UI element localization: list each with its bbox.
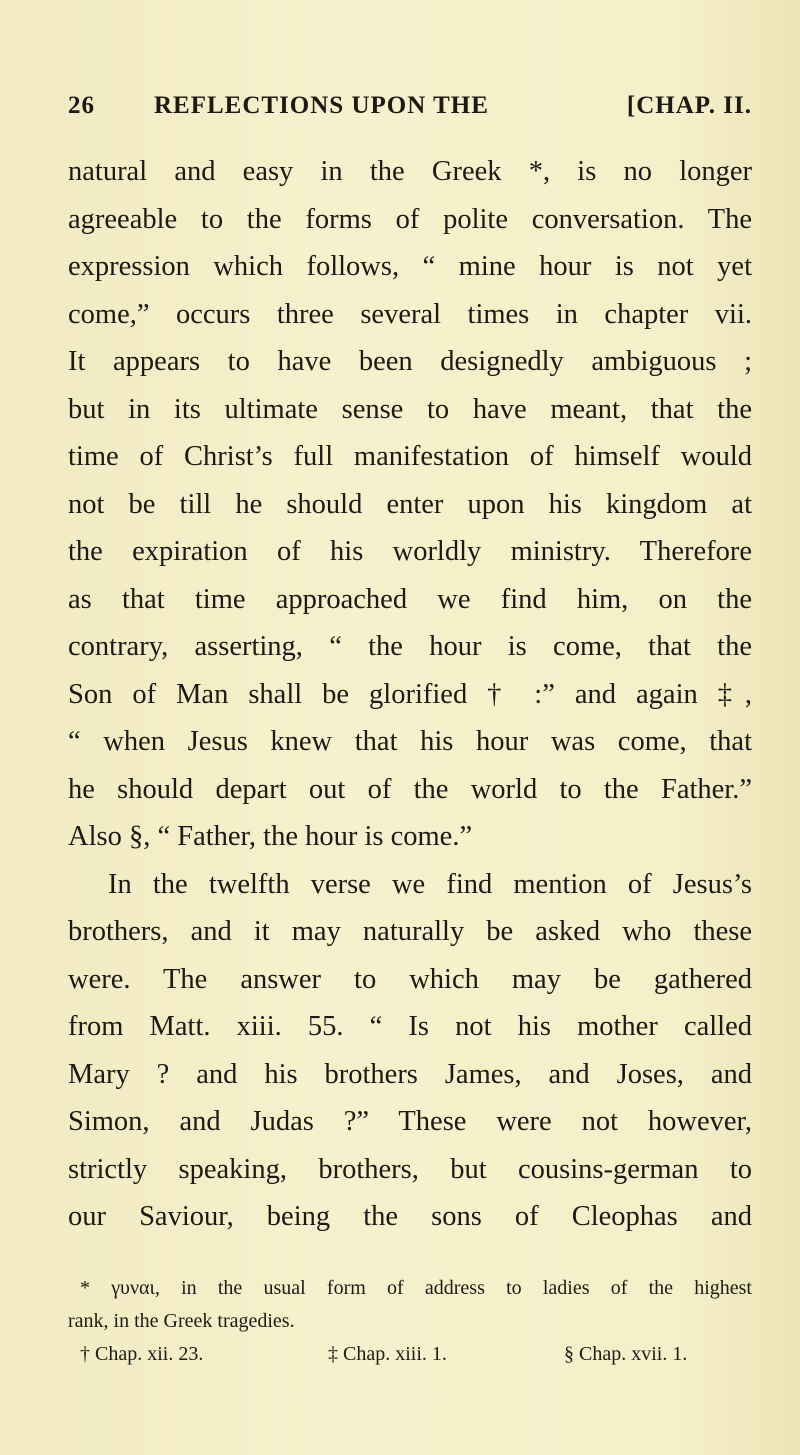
text-line: Mary ? and his brothers James, and Joses, and <box>68 1058 752 1090</box>
footnote-star-continued: rank, in the Greek tragedies. <box>68 1310 295 1332</box>
running-title: REFLECTIONS UPON THE <box>154 92 489 119</box>
footnote-references <box>68 1338 752 1371</box>
page-number: 26 <box>68 92 95 119</box>
text-line: come,” occurs three several times in chapter vii. <box>68 298 752 330</box>
text-line: as that time approached we find him, on the <box>68 583 752 615</box>
text-line: time of Christ’s full manifestation of himself would <box>68 441 752 472</box>
text-line: Son of Man shall be glorified † :” and again ‡, <box>68 678 752 710</box>
text-line: but in its ultimate sense to have meant, that the <box>68 393 752 425</box>
text-line: agreeable to the forms of polite conversation. The <box>68 203 752 235</box>
text-line: “ when Jesus knew that his hour was come, that <box>68 726 752 757</box>
text-line: In the twelfth verse we find mention of Jesus’s <box>108 868 752 900</box>
text-line: Also §, “ Father, the hour is come.” <box>68 821 473 852</box>
text-line: our Saviour, being the sons of Cleophas and <box>68 1201 752 1232</box>
text-line: not be till he should enter upon his kingdom at <box>68 488 752 520</box>
text-line: expression which follows, “ mine hour is not yet <box>68 251 752 282</box>
running-header <box>68 86 752 126</box>
chapter-reference: [CHAP. II. <box>626 92 752 119</box>
footnotes <box>68 1272 752 1371</box>
text-line: the expiration of his worldly ministry. Therefore <box>68 536 752 567</box>
footnote-section: § Chap. xvii. 1. <box>564 1343 688 1365</box>
text-line: he should depart out of the world to the Father.” <box>68 773 752 805</box>
footnote-dagger: † Chap. xii. 23. <box>80 1343 204 1365</box>
text-line: strictly speaking, brothers, but cousins-german to <box>68 1153 752 1185</box>
text-line: were. The answer to which may be gathered <box>68 963 752 995</box>
text-line: from Matt. xiii. 55. “ Is not his mother called <box>68 1011 752 1042</box>
body-text <box>68 148 752 1241</box>
text-line: contrary, asserting, “ the hour is come, that the <box>68 631 752 662</box>
text-line: natural and easy in the Greek *, is no longer <box>68 156 752 187</box>
footnote-star: * γυναι, in the usual form of address to ladies of the highest <box>80 1277 752 1299</box>
text-line: It appears to have been designedly ambiguous ; <box>68 346 752 377</box>
text-line: Simon, and Judas ?” These were not however, <box>68 1106 752 1137</box>
text-line: brothers, and it may naturally be asked who these <box>68 916 752 947</box>
footnote-double-dagger: ‡ Chap. xiii. 1. <box>328 1343 447 1365</box>
